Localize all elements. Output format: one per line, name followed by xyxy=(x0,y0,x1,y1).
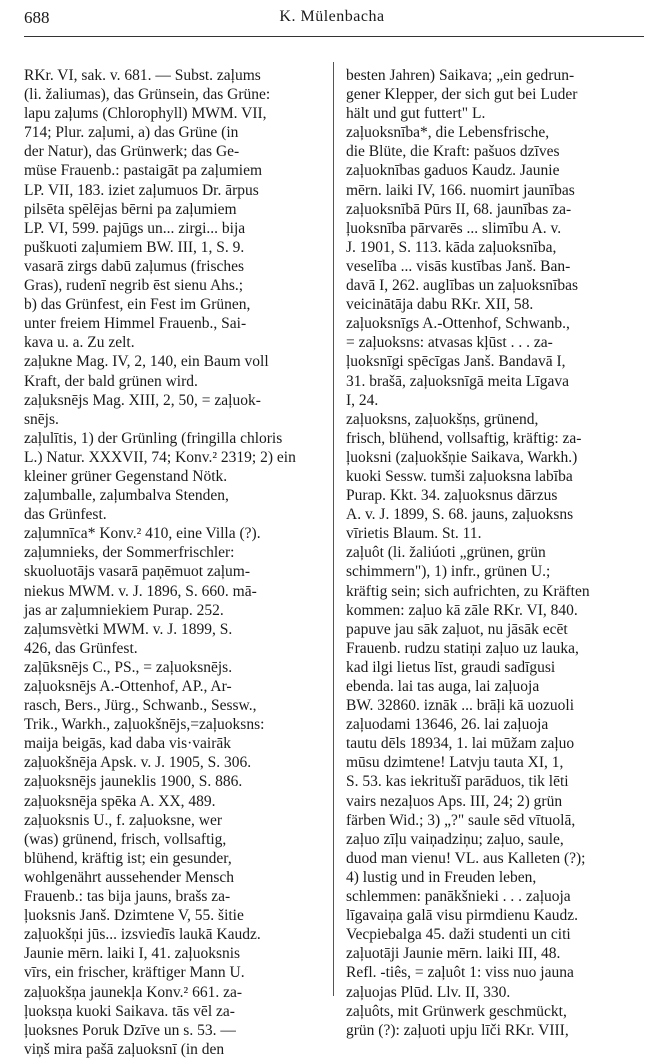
text-line: zaļulītis, 1) der Grünling (fringilla chloris xyxy=(24,429,283,447)
text-line: J. 1901, S. 113. kāda zaļuoksnība, xyxy=(346,238,557,256)
text-line: kommen: zaļuo kā zāle RKr. VI, 840. xyxy=(346,601,578,619)
text-line: duod man vienu! VL. aus Kalleten (?); xyxy=(346,849,586,867)
text-line: Refl. -tiês, = zaļuôt 1: viss nuo jauna xyxy=(346,964,574,982)
text-line: vasarā zirgs dabū zaļumus (frisches xyxy=(24,257,245,275)
text-line: zaļuotāji Jaunie mērn. laiki III, 48. xyxy=(346,945,561,963)
page-number: 688 xyxy=(24,8,50,27)
text-line: = zaļuoksns: atvasas kļūst . . . za- xyxy=(346,334,553,352)
text-line: lapu zaļums (Chlorophyll) MWM. VII, xyxy=(24,105,267,123)
right-column xyxy=(346,66,646,1040)
text-line: ļuoksnis Janš. Dzimtene V, 55. šitie xyxy=(24,907,244,925)
text-line: schimmern"), 1) infr., grünen U.; xyxy=(346,563,551,581)
text-line: LP. VI, 599. pajūgs un... zirgi... bija xyxy=(24,219,246,237)
text-line: müse Frauenb.: pastaigāt pa zaļumiem xyxy=(24,162,263,180)
text-line: līgavaiņa galā visu pirmdienu Kaudz. xyxy=(346,907,579,925)
text-line: zaļuojas Plūd. Llv. II, 330. xyxy=(346,983,511,1001)
text-line: Vecpiebalga 45. daži studenti un citi xyxy=(346,926,571,944)
text-line: zaļumsvètki MWM. v. J. 1899, S. xyxy=(24,620,233,638)
text-line: wohlgenährt aussehender Mensch xyxy=(24,868,235,886)
text-line: ļuoksnība pārvarēs ... slimību A. v. xyxy=(346,219,562,237)
text-line: Purap. Kkt. 34. zaļuoksnus dārzus xyxy=(346,487,558,505)
text-line: kuoki Sessw. tumši zaļuoksna labība xyxy=(346,467,573,485)
text-line: mūsu dzimtene! Latvju tauta XI, 1, xyxy=(346,754,564,772)
text-line: tautu dēls 18934, 1. lai mūžam zaļuo xyxy=(346,735,575,753)
text-line: vīrs, ein frischer, kräftiger Mann U. xyxy=(24,964,245,982)
text-line: zaļuoknības gaduos Kaudz. Jaunie xyxy=(346,162,560,180)
text-line: vīrietis Blaum. St. 11. xyxy=(346,525,482,543)
text-line: mērn. laiki IV, 166. nuomirt jaunības xyxy=(346,181,575,199)
text-line: vairs nezaļuos Aps. III, 24; 2) grün xyxy=(346,792,563,810)
text-line: kad ilgi lietus līst, graudi sadīgusi xyxy=(346,658,556,676)
text-line: kleiner grüner Gegenstand Nötk. xyxy=(24,467,228,485)
text-line: ļuoksni (zaļuokšņie Saikava, Warkh.) xyxy=(346,448,578,466)
text-line: Jaunie mērn. laiki I, 41. zaļuoksnis xyxy=(24,945,241,963)
text-line: ļuoksnīgi spēcīgas Janš. Bandavā I, xyxy=(346,353,566,371)
text-line: zaļuoksnīgs A.-Ottenhof, Schwanb., xyxy=(346,315,570,333)
text-line: snējs. xyxy=(24,410,59,428)
text-line: BW. 32860. iznāk ... brāļi kā uozuoli xyxy=(346,697,575,715)
text-line: davā I, 262. auglības un zaļuoksnības xyxy=(346,277,579,295)
text-line: zaļūksnējs C., PS., = zaļuoksnējs. xyxy=(24,658,233,676)
text-line: kräftig sein; sich aufrichten, zu Kräften xyxy=(346,582,590,600)
text-line: zaļuksnējs Mag. XIII, 2, 50, = zaļuok- xyxy=(24,391,261,409)
page-header xyxy=(0,8,664,34)
text-line: ļuoksņa kuoki Saikava. tās vēl za- xyxy=(24,1002,235,1020)
text-line: die Blüte, die Kraft: pašuos dzīves xyxy=(346,143,560,161)
text-line: frisch, blühend, vollsaftig, kräftig: za- xyxy=(346,429,582,447)
text-line: ļuoksnes Poruk Dzīve un s. 53. — xyxy=(24,1021,236,1039)
text-line: zaļuoksns, zaļuokšņs, grünend, xyxy=(346,410,539,428)
text-line: färben Wid.; 3) „?" saule sēd vītuolā, xyxy=(346,811,576,829)
text-line: zaļuokšņa jaunekļa Konv.² 661. za- xyxy=(24,983,242,1001)
text-line: zaļuoksnējs A.-Ottenhof, AP., Ar- xyxy=(24,678,232,695)
text-line: der Natur), das Grünwerk; das Ge- xyxy=(24,143,240,161)
text-line: rasch, Bers., Jürg., Schwanb., Sessw., xyxy=(24,697,257,715)
text-line: ebenda. lai tas auga, lai zaļuoja xyxy=(346,678,540,695)
text-line: besten Jahren) Saikava; „ein gedrun- xyxy=(346,67,575,84)
text-line: zaļumballe, zaļumbalva Stenden, xyxy=(24,487,229,505)
text-line: zaļuôts, mit Grünwerk geschmückt, xyxy=(346,1002,567,1020)
text-line: zaļukne Mag. IV, 2, 140, ein Baum voll xyxy=(24,353,269,371)
left-column xyxy=(24,66,324,1059)
text-line: L.) Natur. XXXVII, 74; Konv.² 2319; 2) ein xyxy=(24,448,296,466)
running-title: K. Mülenbacha xyxy=(279,8,385,25)
text-line: zaļuoksnība*, die Lebensfrische, xyxy=(346,124,550,142)
text-line: Frauenb. rudzu statiņi zaļuo uz lauka, xyxy=(346,639,579,657)
text-line: Gras), rudenī negrib ēst sienu Ahs.; xyxy=(24,277,244,295)
text-line: veicinātāja dabu RKr. XII, 58. xyxy=(346,296,534,314)
text-line: zaļumnīca* Konv.² 410, eine Villa (?). xyxy=(24,525,261,543)
text-line: das Grünfest. xyxy=(24,506,107,524)
text-line: zaļumnieks, der Sommerfrischler: xyxy=(24,544,235,562)
text-line: blühend, kräftig ist; ein gesunder, xyxy=(24,849,232,867)
text-line: I, 24. xyxy=(346,391,379,409)
text-line: zaļuodami 13646, 26. lai zaļuoja xyxy=(346,716,549,734)
text-line: veselība ... visās kustības Janš. Ban- xyxy=(346,257,571,275)
text-line: kava u. a. Zu zelt. xyxy=(24,334,135,352)
text-line: 4) lustig und in Freuden leben, xyxy=(346,868,537,886)
text-line: LP. VII, 183. iziet zaļumuos Dr. ārpus xyxy=(24,181,259,199)
text-line: zaļuôt (li. žaliúoti „grünen, grün xyxy=(346,544,546,562)
text-line: 426, das Grünfest. xyxy=(24,639,138,657)
text-line: gener Klepper, der sich gut bei Luder xyxy=(346,86,578,104)
text-line: A. v. J. 1899, S. 68. jauns, zaļuoksns xyxy=(346,506,574,524)
text-line: (li. žaliumas), das Grünsein, das Grüne: xyxy=(24,86,271,104)
text-line: 714; Plur. zaļumi, a) das Grüne (in xyxy=(24,124,239,142)
text-line: unter freiem Himmel Frauenb., Sai- xyxy=(24,315,247,333)
text-line: zaļuoksnis U., f. zaļuoksne, wer xyxy=(24,811,223,829)
text-line: zaļuoksnēja spēka A. XX, 489. xyxy=(24,792,216,810)
text-line: (was) grünend, frisch, vollsaftig, xyxy=(24,830,227,848)
text-line: viņš mira pašā zaļuoksnī (in den xyxy=(24,1040,225,1058)
text-line: Kraft, der bald grünen wird. xyxy=(24,372,198,390)
text-line: S. 53. kas iekritušī parāduos, tik lēti xyxy=(346,773,569,791)
text-line: grün (?): zaļuoti upju līči RKr. VIII, xyxy=(346,1021,569,1039)
text-line: b) das Grünfest, ein Fest im Grünen, xyxy=(24,296,251,314)
text-line: hält und gut futtert" L. xyxy=(346,105,486,123)
text-line: papuve jau sāk zaļuot, nu jāsāk ecēt xyxy=(346,620,568,638)
text-line: 31. brašā, zaļuoksnīgā meita Līgava xyxy=(346,372,569,390)
text-line: schlemmen: panākšnieki . . . zaļuoja xyxy=(346,888,571,906)
text-line: Trik., Warkh., zaļuokšnējs,=zaļuoksns: xyxy=(24,716,265,734)
text-line: RKr. VI, sak. v. 681. — Subst. zaļums xyxy=(24,67,261,84)
text-line: pilsēta spēlējas bērni pa zaļumiem xyxy=(24,200,237,218)
text-line: puškuoti zaļumiem BW. III, 1, S. 9. xyxy=(24,238,245,256)
text-line: jas ar zaļumniekiem Purap. 252. xyxy=(24,601,224,619)
text-line: skuoluotājs vasarā paņēmuot zaļum- xyxy=(24,563,250,581)
column-divider xyxy=(333,62,334,996)
text-line: niekus MWM. v. J. 1896, S. 660. mā- xyxy=(24,582,257,600)
text-line: zaļuoksnējs jauneklis 1900, S. 886. xyxy=(24,773,243,791)
text-line: zaļuo zīļu vaiņadziņu; zaļuo, saule, xyxy=(346,830,564,848)
text-line: maija beigās, kad daba vis·vairāk xyxy=(24,735,232,753)
text-line: zaļuoksnībā Pūrs II, 68. jaunības za- xyxy=(346,200,572,218)
text-line: Frauenb.: tas bija jauns, brašs za- xyxy=(24,888,231,906)
text-line: zaļuokšnēja Apsk. v. J. 1905, S. 306. xyxy=(24,754,252,772)
text-line: zaļuokšņi jūs... izsviedīs laukā Kaudz. xyxy=(24,926,261,944)
header-rule xyxy=(24,36,644,37)
